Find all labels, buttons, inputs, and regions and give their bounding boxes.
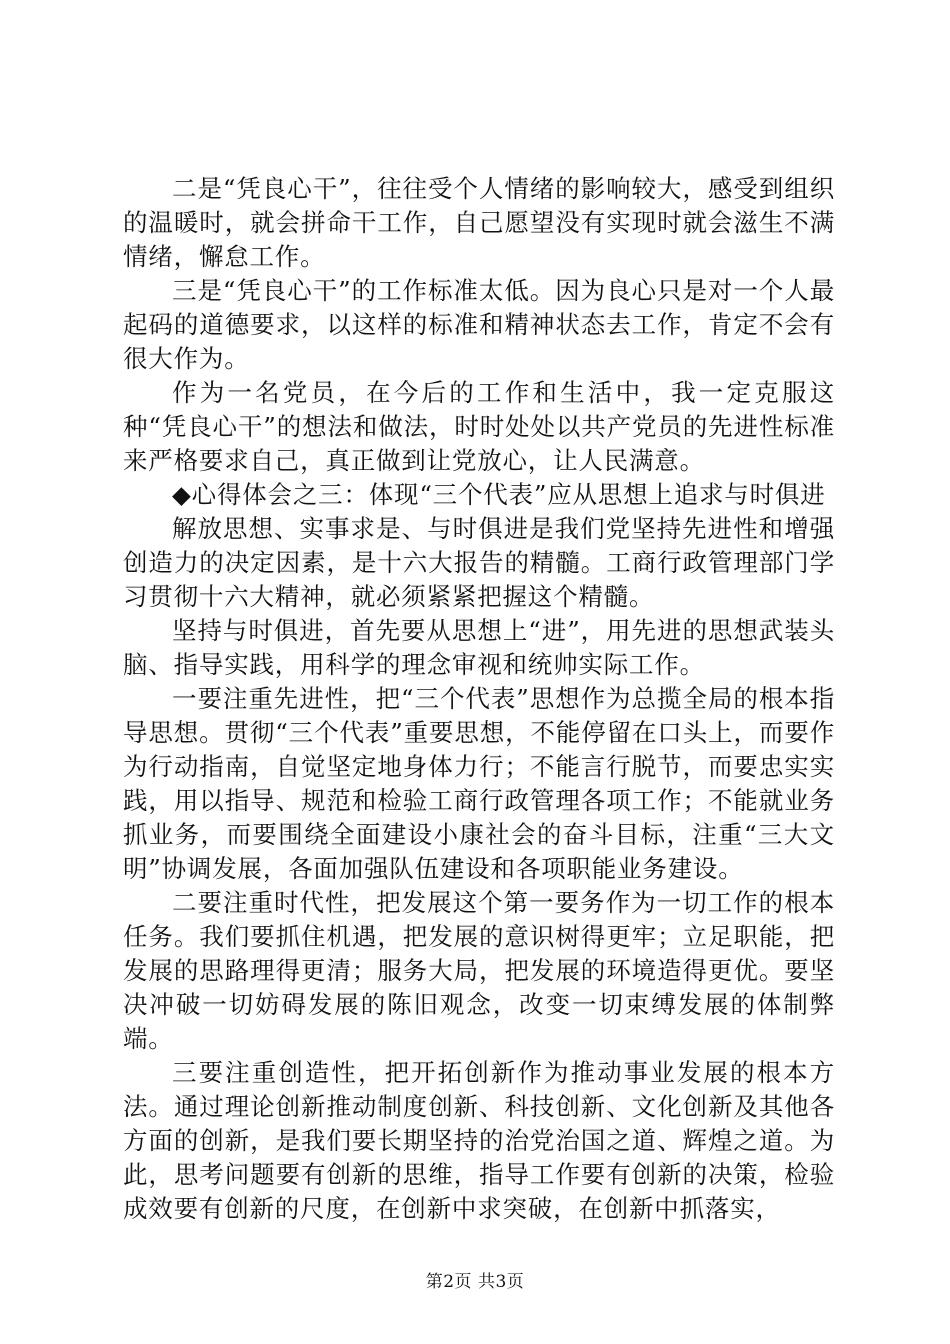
- paragraph-era-nature: 二要注重时代性，把发展这个第一要务作为一切工作的根本任务。我们要抓住机遇，把发展的意识树得更牢；立足职能，把发展的思路理得更清；服务大局，把发展的环境造得更优。要坚决冲破一切妨碍发展的陈旧观念，改变一切束缚发展的体制弊端。: [123, 888, 835, 1053]
- paragraph-emancipate-mind: 解放思想、实事求是、与时俱进是我们党坚持先进性和增强创造力的决定因素，是十六大报告的精髓。工商行政管理部门学习贯彻十六大精神，就必须紧紧把握这个精髓。: [123, 514, 835, 611]
- paragraph-party-member-resolve: 作为一名党员，在今后的工作和生活中，我一定克服这种“凭良心干”的想法和做法，时时处处以共产党员的先进性标准来严格要求自己，真正做到让党放心，让人民满意。: [123, 378, 835, 475]
- page-footer: 第2页 共3页: [425, 1272, 525, 1292]
- paragraph-advanced-nature: 一要注重先进性，把“三个代表”思想作为总揽全局的根本指导思想。贯彻“三个代表”重要思想，不能停留在口头上，而要作为行动指南，自觉坚定地身体力行；不能言行脱节，而要忠实实践，用以指导、规范和检验工商行政管理各项工作；不能就业务抓业务，而要围绕全面建设小康社会的奋斗目标，注重“三大文明”协调发展，各面加强队伍建设和各项职能业务建设。: [123, 684, 835, 883]
- paragraph-point-two: 二是“凭良心干”，往往受个人情绪的影响较大，感受到组织的温暖时，就会拼命干工作，自己愿望没有实现时就会滋生不满情绪，懈怠工作。: [123, 174, 835, 271]
- paragraph-creativity: 三要注重创造性，把开拓创新作为推动事业发展的根本方法。通过理论创新推动制度创新、科技创新、文化创新及其他各方面的创新，是我们要长期坚持的治党治国之道、辉煌之道。为此，思考问题要有创新的思维，指导工作要有创新的决策，检验成效要有创新的尺度，在创新中求突破，在创新中抓落实，: [123, 1058, 835, 1223]
- paragraph-keep-pace-with-times: 坚持与时俱进，首先要从思想上“进”，用先进的思想武装头脑、指导实践，用科学的理念审视和统帅实际工作。: [123, 616, 835, 679]
- paragraph-point-three: 三是“凭良心干”的工作标准太低。因为良心只是对一个人最起码的道德要求，以这样的标准和精神状态去工作，肯定不会有很大作为。: [123, 276, 835, 373]
- document-body: [123, 172, 835, 1226]
- section-heading-experience-three: ◆心得体会之三：体现“三个代表”应从思想上追求与时俱进: [172, 480, 826, 509]
